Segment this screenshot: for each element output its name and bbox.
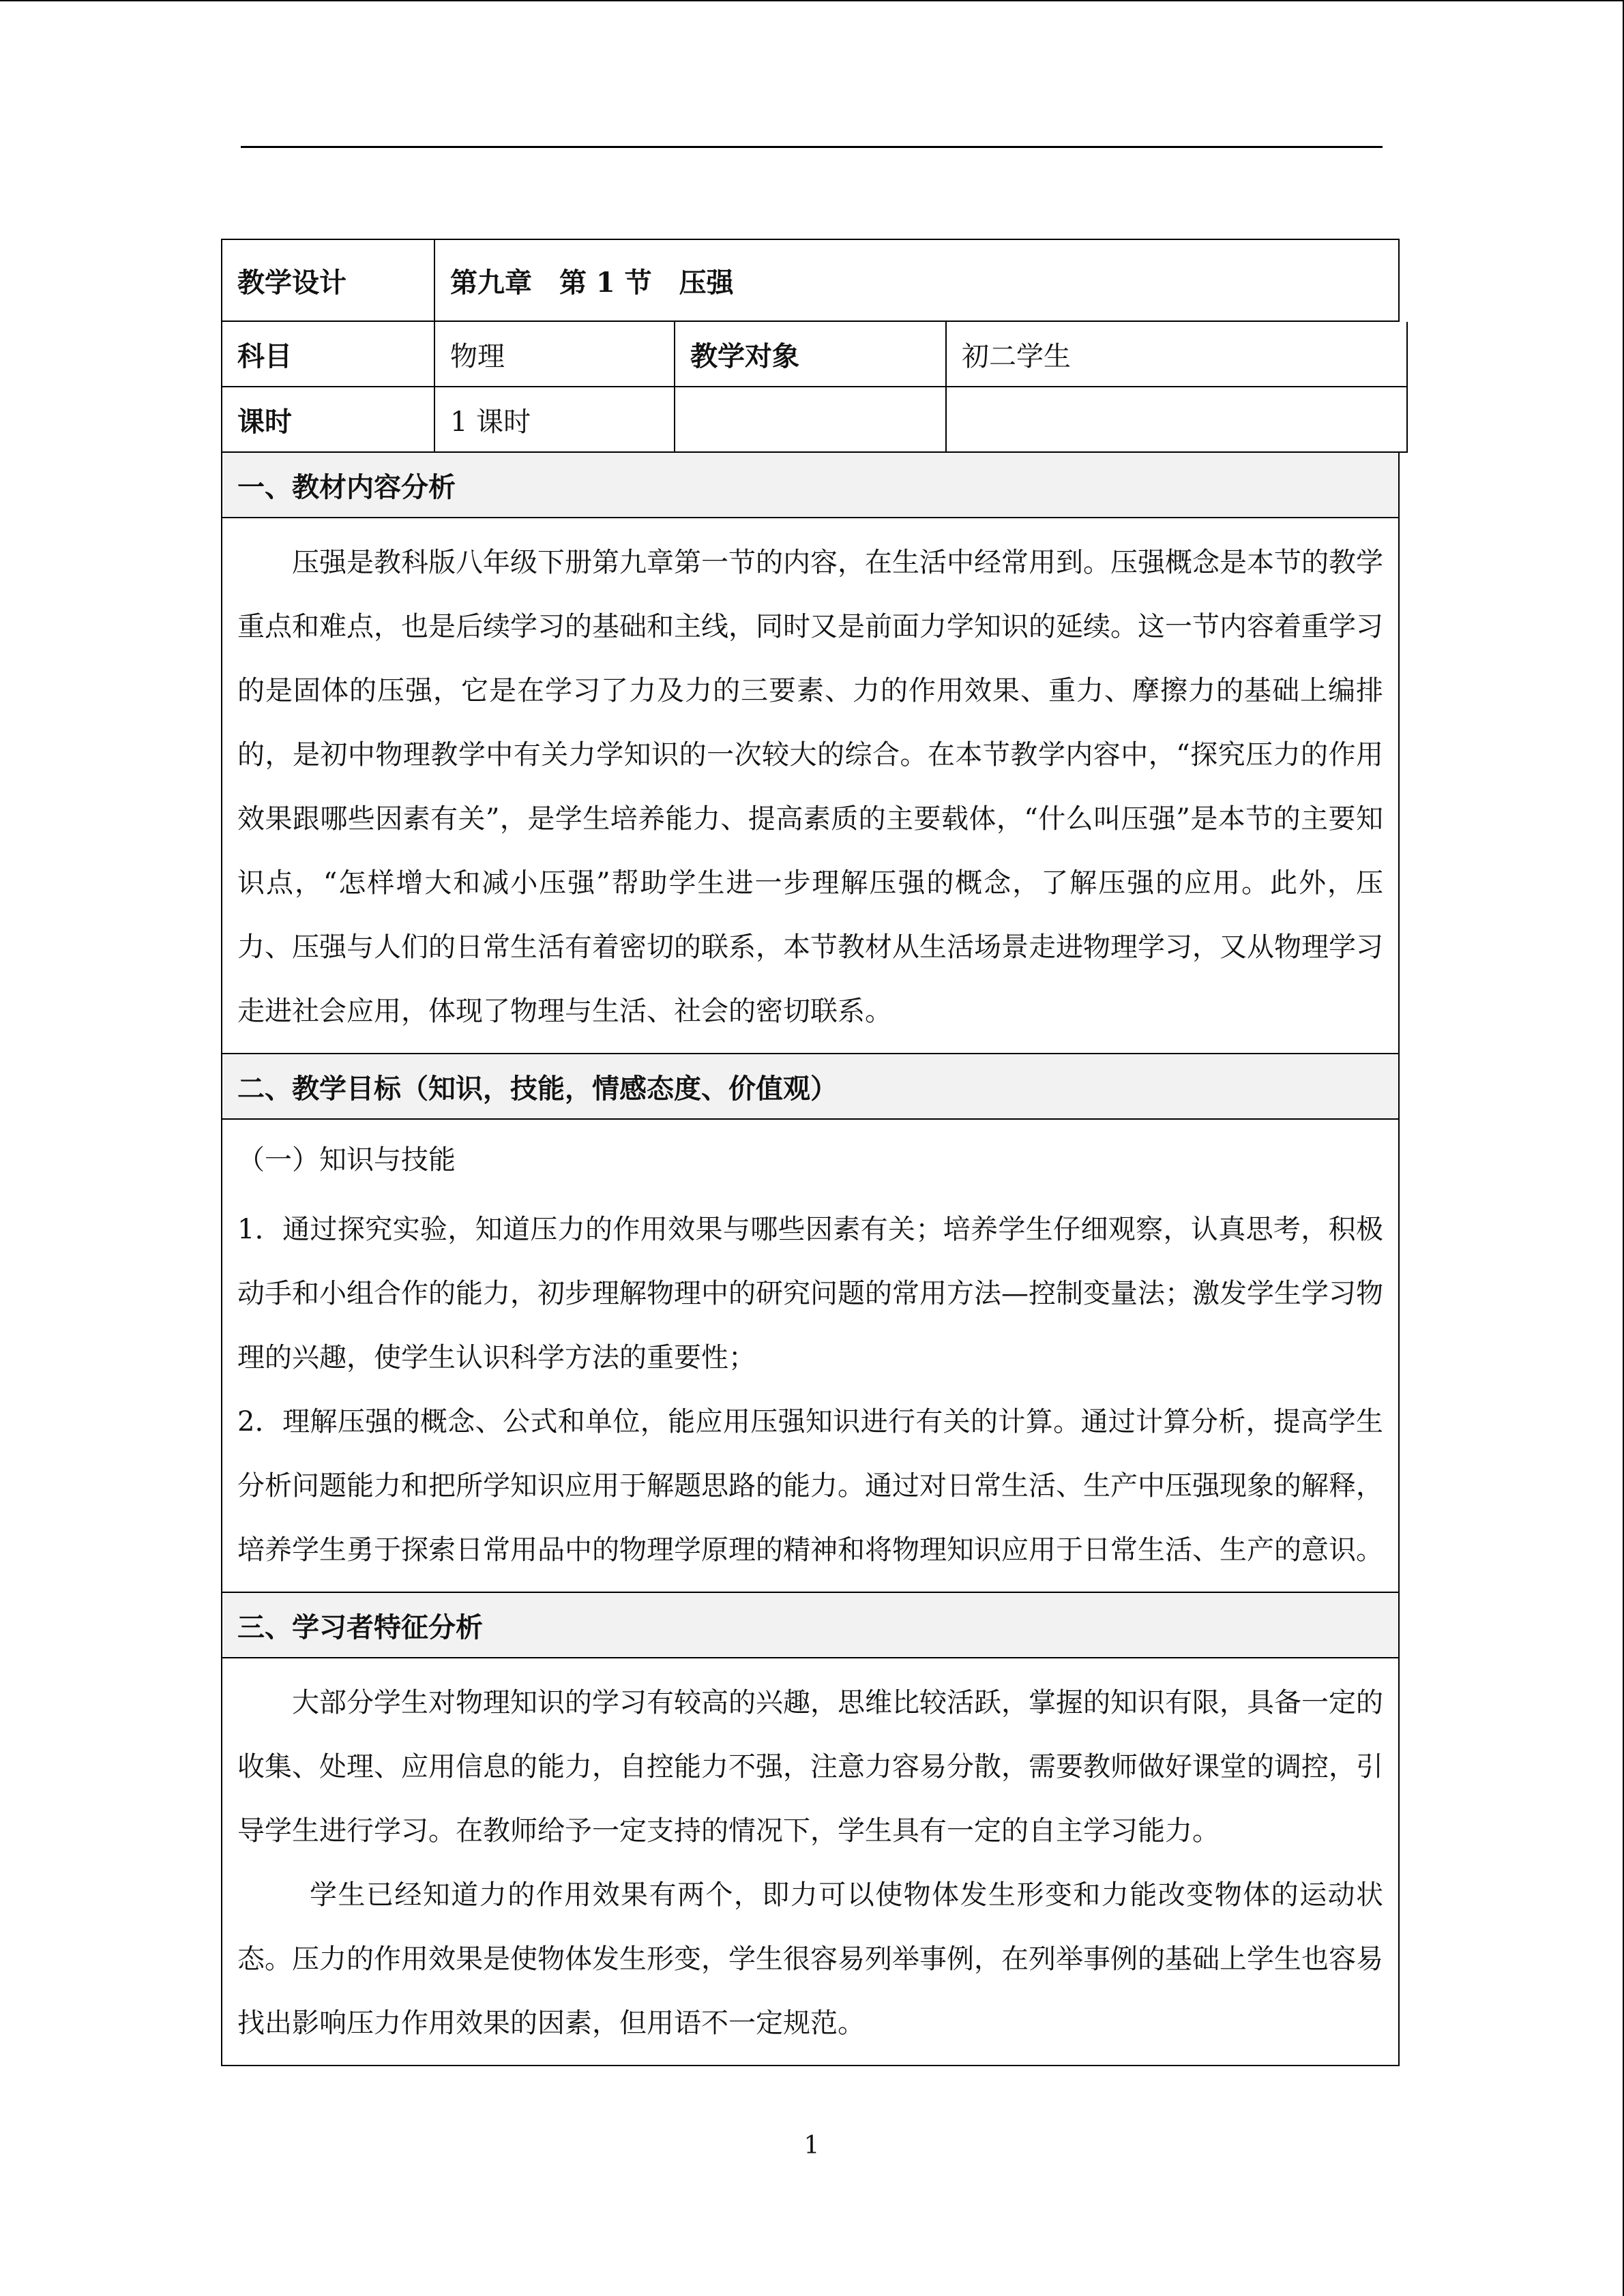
section-3-paragraph-2: 学生已经知道力的作用效果有两个，即力可以使物体发生形变和力能改变物体的运动状态。压力的作用效果是使物体发生形变，学生很容易列举事例，在列举事例的基础上学生也容易找出影响压力作用效果的因素，但用语不一定规范。 [237, 1879, 1383, 2039]
section-2-item-2: 2．理解压强的概念、公式和单位，能应用压强知识进行有关的计算。通过计算分析，提高学生分析问题能力和把所学知识应用于解题思路的能力。通过对日常生活、生产中压强现象的解释，培养学生勇于探索日常用品中的物理学原理的精神和将物理知识应用于日常生活、生产的意识。 [237, 1406, 1383, 1566]
hours-label: 课时 [222, 387, 435, 451]
section-3-heading: 三、学习者特征分析 [237, 1611, 483, 1643]
section-3-paragraph-1: 大部分学生对物理知识的学习有较高的兴趣，思维比较活跃，掌握的知识有限，具备一定的收集、处理、应用信息的能力，自控能力不强，注意力容易分散，需要教师做好课堂的调控，引导学生进行学习。在教师给予一定支持的情况下，学生具有一定的自主学习能力。 [237, 1687, 1383, 1847]
page-number: 1 [803, 2132, 820, 2160]
subject-label: 科目 [222, 322, 435, 386]
section-1-header [221, 453, 1400, 518]
section-3-body [221, 1658, 1400, 2066]
section-1-heading: 一、教材内容分析 [237, 471, 456, 503]
hours-row [221, 387, 1408, 453]
lesson-title: 第九章 第 1 节 压强 [450, 266, 734, 299]
header-rule [241, 146, 1383, 148]
section-2-body [221, 1120, 1400, 1593]
section-1-paragraph: 压强是教科版八年级下册第九章第一节的内容，在生活中经常用到。压强概念是本节的教学重点和难点，也是后续学习的基础和主线，同时又是前面力学知识的延续。这一节内容着重学习的是固体的压强，它是在学习了力及力的三要素、力的作用效果、重力、摩擦力的基础上编排的，是初中物理教学中有关力学知识的一次较大的综合。在本节教学内容中，“探究压力的作用效果跟哪些因素有关”，是学生培养能力、提高素质的主要载体，“什么叫压强”是本节的主要知识点，“怎样增大和减小压强”帮助学生进一步理解压强的概念，了解压强的应用。此外，压力、压强与人们的日常生活有着密切的联系，本节教材从生活场景走进物理学习，又从物理学习走进社会应用，体现了物理与生活、社会的密切联系。 [237, 547, 1383, 1027]
section-2-item-1: 1．通过探究实验，知道压力的作用效果与哪些因素有关；培养学生仔细观察，认真思考，积极动手和小组合作的能力，初步理解物理中的研究问题的常用方法—控制变量法；激发学生学习物理的兴趣，使学生认识科学方法的重要性； [237, 1214, 1383, 1373]
page-border-top [0, 0, 1624, 1]
section-2-header [221, 1054, 1400, 1120]
subject-value: 物理 [435, 322, 675, 386]
subject-row [221, 322, 1408, 387]
section-2-heading: 二、教学目标（知识，技能，情感态度、价值观） [237, 1072, 838, 1105]
empty-cell-2 [947, 387, 1406, 451]
section-3-header [221, 1593, 1400, 1658]
lesson-plan-table [221, 239, 1400, 2066]
audience-value: 初二学生 [962, 340, 1071, 372]
audience-label: 教学对象 [675, 322, 947, 386]
section-2-subheading: （一）知识与技能 [237, 1144, 456, 1176]
section-1-body [221, 518, 1400, 1054]
hours-value: 1 课时 [435, 387, 675, 451]
design-label: 教学设计 [222, 240, 435, 320]
title-row [221, 239, 1400, 322]
empty-cell-1 [675, 387, 947, 451]
